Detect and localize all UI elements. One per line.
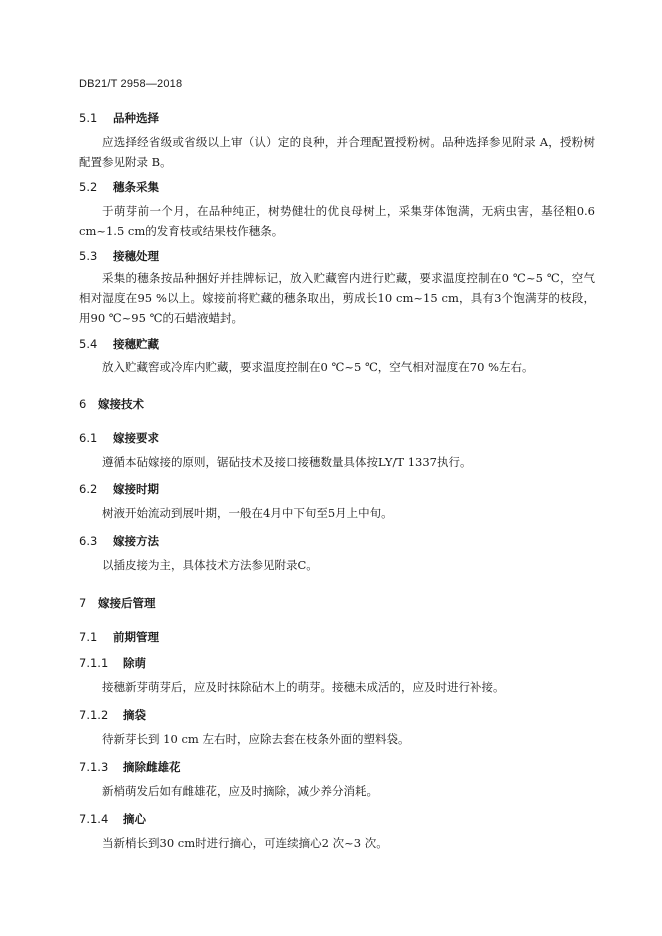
section-number: 5.2 [79,180,98,194]
section-6-1-heading [79,430,159,446]
section-title: 摘心 [123,812,146,826]
section-6-2-heading [79,481,159,497]
section-5-1-heading [79,110,159,126]
section-number: 6.1 [79,431,98,445]
section-6-heading [79,396,144,412]
section-number: 7 [79,596,87,610]
section-title: 除萌 [123,656,146,670]
section-title: 接穗贮藏 [113,337,159,351]
section-number: 6.2 [79,482,98,496]
section-5-4-heading [79,336,159,352]
section-7-1-2-paragraph: 待新芽长到 10 cm 左右时，应除去套在枝条外面的塑料袋。 [102,732,410,746]
section-7-1-2-heading [79,707,146,723]
section-title: 前期管理 [113,630,159,644]
document-id: DB21/T 2958—2018 [79,78,183,90]
section-number: 7.1 [79,630,98,644]
section-title: 摘袋 [123,708,146,722]
section-6-2-paragraph: 树液开始流动到展叶期，一般在4月中下旬至5月上中旬。 [102,506,393,520]
section-title: 穗条采集 [113,180,159,194]
section-number: 7.1.4 [79,812,109,826]
section-7-1-3-heading [79,759,181,775]
section-number: 6 [79,397,87,411]
section-title: 接穗处理 [113,249,159,263]
section-6-1-paragraph: 遵循本砧嫁接的原则，锯砧技术及接口接穗数量具体按LY/T 1337执行。 [102,455,472,469]
section-title: 嫁接要求 [113,431,159,445]
section-5-3-paragraph: 采集的穗条按品种捆好并挂牌标记，放入贮藏窖内进行贮藏，要求温度控制在0 ℃~5 ℃，空气相对湿度在95 %以上。嫁接前将贮藏的穗条取出，剪成长10 cm~15 cm，具有3个饱满芽的枝段，用90 ℃~95 ℃的石蜡液蜡封。 [79,271,595,325]
section-7-1-3-paragraph: 新梢萌发后如有雌雄花，应及时摘除，减少养分消耗。 [102,784,378,798]
section-number: 6.3 [79,534,98,548]
section-5-3-heading [79,248,159,264]
section-title: 摘除雌雄花 [123,760,181,774]
section-number: 5.4 [79,337,98,351]
section-7-1-1-heading [79,655,146,671]
section-7-1-4-paragraph: 当新梢长到30 cm时进行摘心，可连续摘心2 次~3 次。 [102,836,388,850]
section-7-1-1-paragraph: 接穗新芽萌芽后，应及时抹除砧木上的萌芽。接穗未成活的，应及时进行补接。 [102,680,505,694]
section-title: 嫁接后管理 [98,596,156,610]
section-title: 嫁接时期 [113,482,159,496]
section-5-1-paragraph: 应选择经省级或省级以上审（认）定的良种，并合理配置授粉树。品种选择参见附录 A，授粉树配置参见附录 B。 [79,135,595,169]
section-number: 5.1 [79,111,98,125]
section-7-1-4-heading [79,811,146,827]
section-title: 嫁接技术 [98,397,144,411]
section-title: 嫁接方法 [113,534,159,548]
section-7-1-heading [79,629,159,645]
section-number: 5.3 [79,249,98,263]
section-6-3-heading [79,533,159,549]
section-7-heading [79,595,156,611]
section-5-2-heading [79,179,159,195]
section-6-3-paragraph: 以插皮接为主，具体技术方法参见附录C。 [102,558,318,572]
section-number: 7.1.1 [79,656,109,670]
section-number: 7.1.2 [79,708,109,722]
section-5-2-paragraph: 于萌芽前一个月，在品种纯正，树势健壮的优良母树上，采集芽体饱满，无病虫害，基径粗0.6 cm~1.5 cm的发育枝或结果枝作穗条。 [79,204,595,238]
section-title: 品种选择 [113,111,159,125]
section-5-4-paragraph: 放入贮藏窖或冷库内贮藏，要求温度控制在0 ℃~5 ℃，空气相对湿度在70 %左右。 [102,360,534,374]
section-number: 7.1.3 [79,760,109,774]
